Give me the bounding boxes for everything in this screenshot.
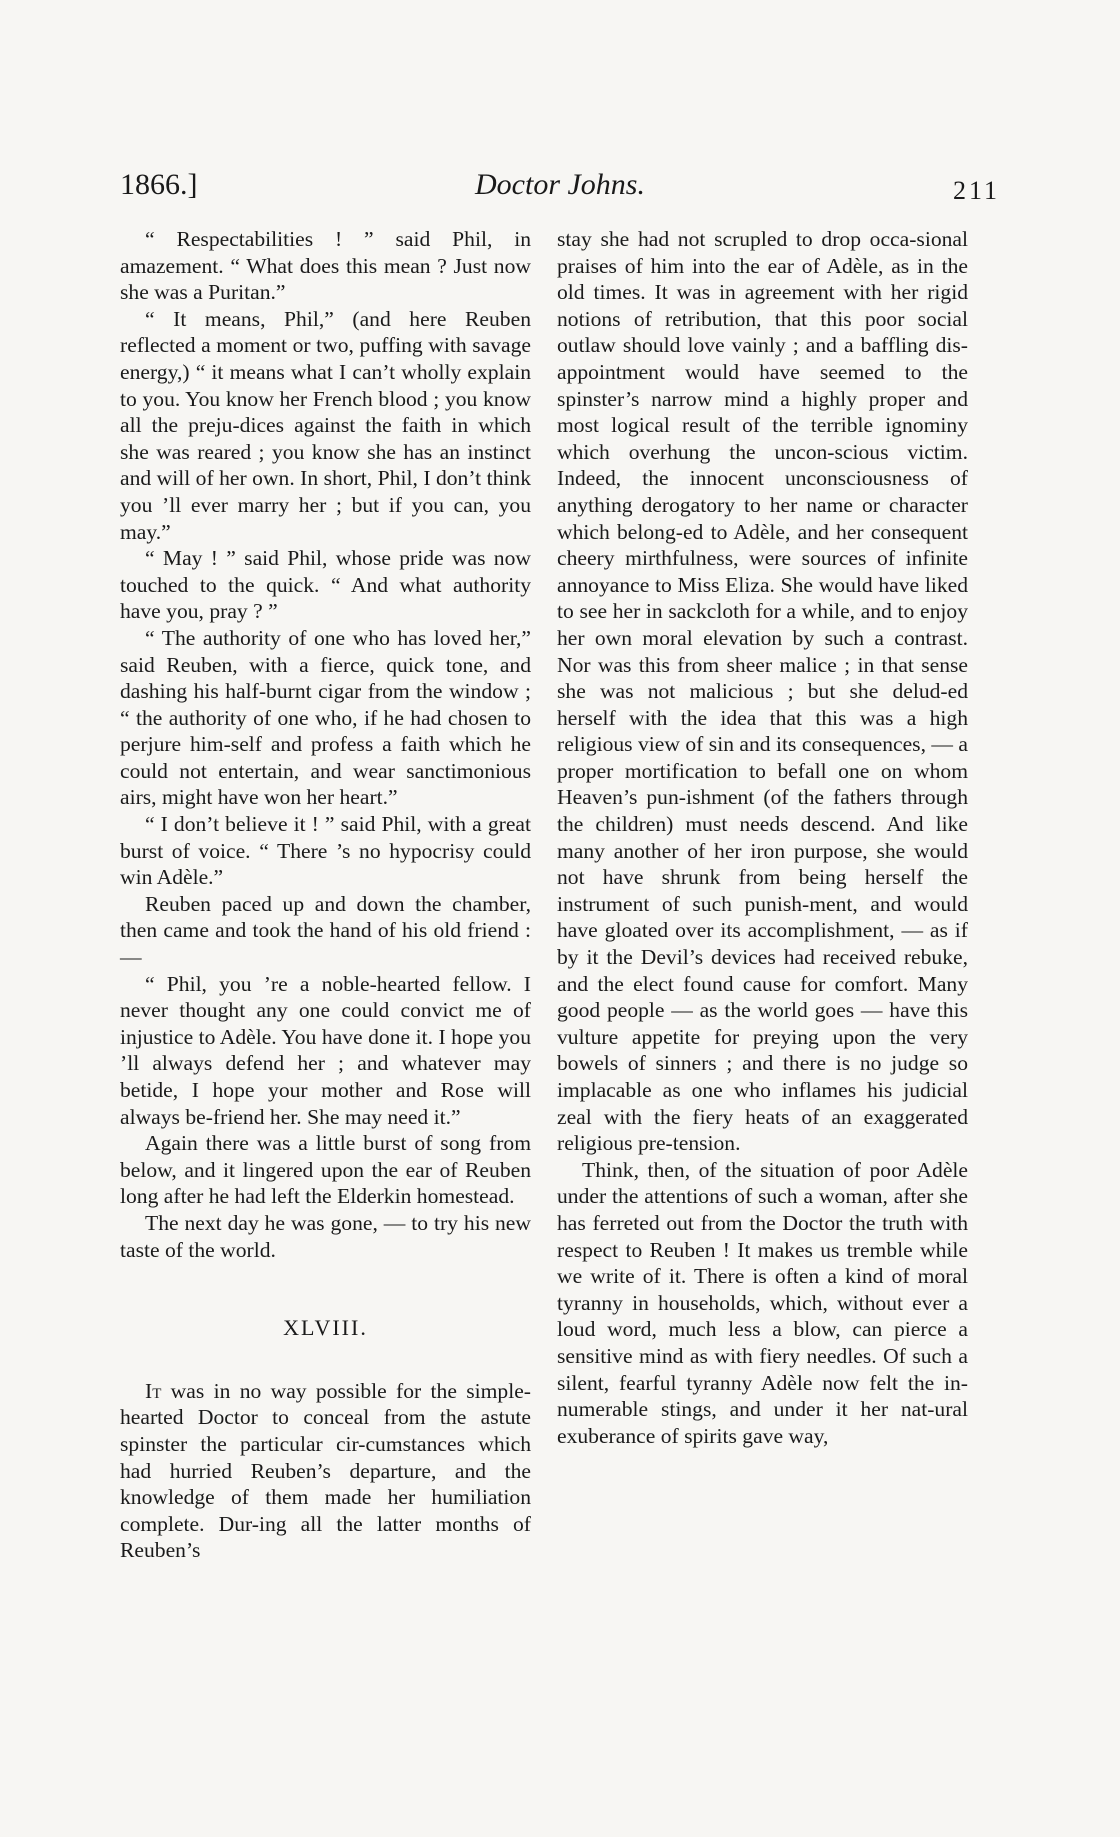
paragraph: The next day he was gone, — to try his new taste of the world. bbox=[120, 1210, 531, 1262]
section-initial-word: It bbox=[145, 1378, 162, 1403]
paragraph-continued: stay she had not scrupled to drop occa-sional praises of him into the ear of Adèle, as in the old times. It was in agreement with her rigid notions of retribution, that this poor social outlaw should love vainly ; and a baffling dis-appointment would have seemed to the spinster’s narrow mind a highly proper and most logical result of the terrible ignominy which overhung the uncon-scious victim. Indeed, the innocent unconsciousness of anything derogatory to her name or character which belong-ed to Adèle, and her consequent cheery mirthfulness, were sources of infinite annoyance to Miss Eliza. She would have liked to see her in sackcloth for a while, and to enjoy her own moral elevation by such a contrast. Nor was this from sheer malice ; in that sense she was not malicious ; but she delud-ed herself with the idea that this was a high religious view of sin and its consequences, — a proper mortification to befall one on whom Heaven’s pun-ishment (of the fathers through the children) must needs descend. And like many another of her iron purpose, she would not have shrunk from being herself the instrument of such punish-ment, and would have gloated over its accomplishment, — as if by it the Devil’s devices had received rebuke, and the elect found cause for comfort. Many good people — as the world goes — have this vulture appetite for preying upon the very bowels of sinners ; and there is no judge so implacable as one who inflames his judicial zeal with the fiery heats of an exaggerated religious pre-tension. bbox=[557, 227, 968, 1156]
paragraph: Reuben paced up and down the chamber, then came and took the hand of his old friend : — bbox=[120, 891, 531, 970]
running-header bbox=[120, 168, 1000, 208]
section-opening-paragraph bbox=[120, 1378, 531, 1564]
paragraph: “ I don’t believe it ! ” said Phil, with a great burst of voice. “ There ’s no hypocrisy could win Adèle.” bbox=[120, 812, 531, 890]
paragraph: “ It means, Phil,” (and here Reuben reflected a moment or two, puffing with savage energy,) “ it means what I can’t wholly explain to you. You know her French blood ; you know all the preju-dices against the faith in which she was reared ; you know she has an instinct and will of her own. In short, Phil, I don’t think you ’ll ever marry her ; but if you can, you may.” bbox=[120, 306, 531, 544]
paragraph: “ May ! ” said Phil, whose pride was now touched to the quick. “ And what authority have you, pray ? ” bbox=[120, 546, 531, 624]
right-column bbox=[557, 226, 968, 1449]
section-paragraph-text: was in no way possible for the simple-hearted Doctor to conceal from the astute spinster the particular cir-cumstances which had hurried Reuben’s departure, and the knowledge of them made her humiliation complete. Dur-ing all the latter months of Reuben’s bbox=[120, 1378, 531, 1563]
header-year: 1866.] bbox=[120, 168, 198, 201]
paragraph: “ Phil, you ’re a noble-hearted fellow. I never thought any one could convict me of injustice to Adèle. You have done it. I hope you ’ll always defend her ; and whatever may betide, I hope your mother and Rose will always be-friend her. She may need it.” bbox=[120, 971, 531, 1129]
paragraph: “ Respectabilities ! ” said Phil, in amazement. “ What does this mean ? Just now she was a Puritan.” bbox=[120, 227, 531, 305]
header-title: Doctor Johns. bbox=[475, 168, 645, 201]
paragraph: “ The authority of one who has loved her,” said Reuben, with a fierce, quick tone, and dashing his half-burnt cigar from the window ; “ the authority of one who, if he had chosen to perjure him-self and profess a faith which he could not entertain, and wear sanctimonious airs, might have won her heart.” bbox=[120, 625, 531, 810]
section-heading: XLVIII. bbox=[283, 1315, 368, 1341]
page-number: 211 bbox=[952, 176, 1000, 205]
left-column bbox=[120, 226, 531, 1564]
paragraph: Think, then, of the situation of poor Adèle under the attentions of such a woman, after she has ferreted out from the Doctor the truth with respect to Reuben ! It makes us tremble while we write of it. There is often a kind of moral tyranny in households, which, without ever a loud word, much less a blow, can pierce a sensitive mind as with fiery needles. Of such a silent, fearful tyranny Adèle now felt the in-numerable stings, and under it her nat-ural exuberance of spirits gave way, bbox=[557, 1157, 968, 1448]
paragraph: Again there was a little burst of song from below, and it lingered upon the ear of Reuben long after he had left the Elderkin homestead. bbox=[120, 1131, 531, 1209]
